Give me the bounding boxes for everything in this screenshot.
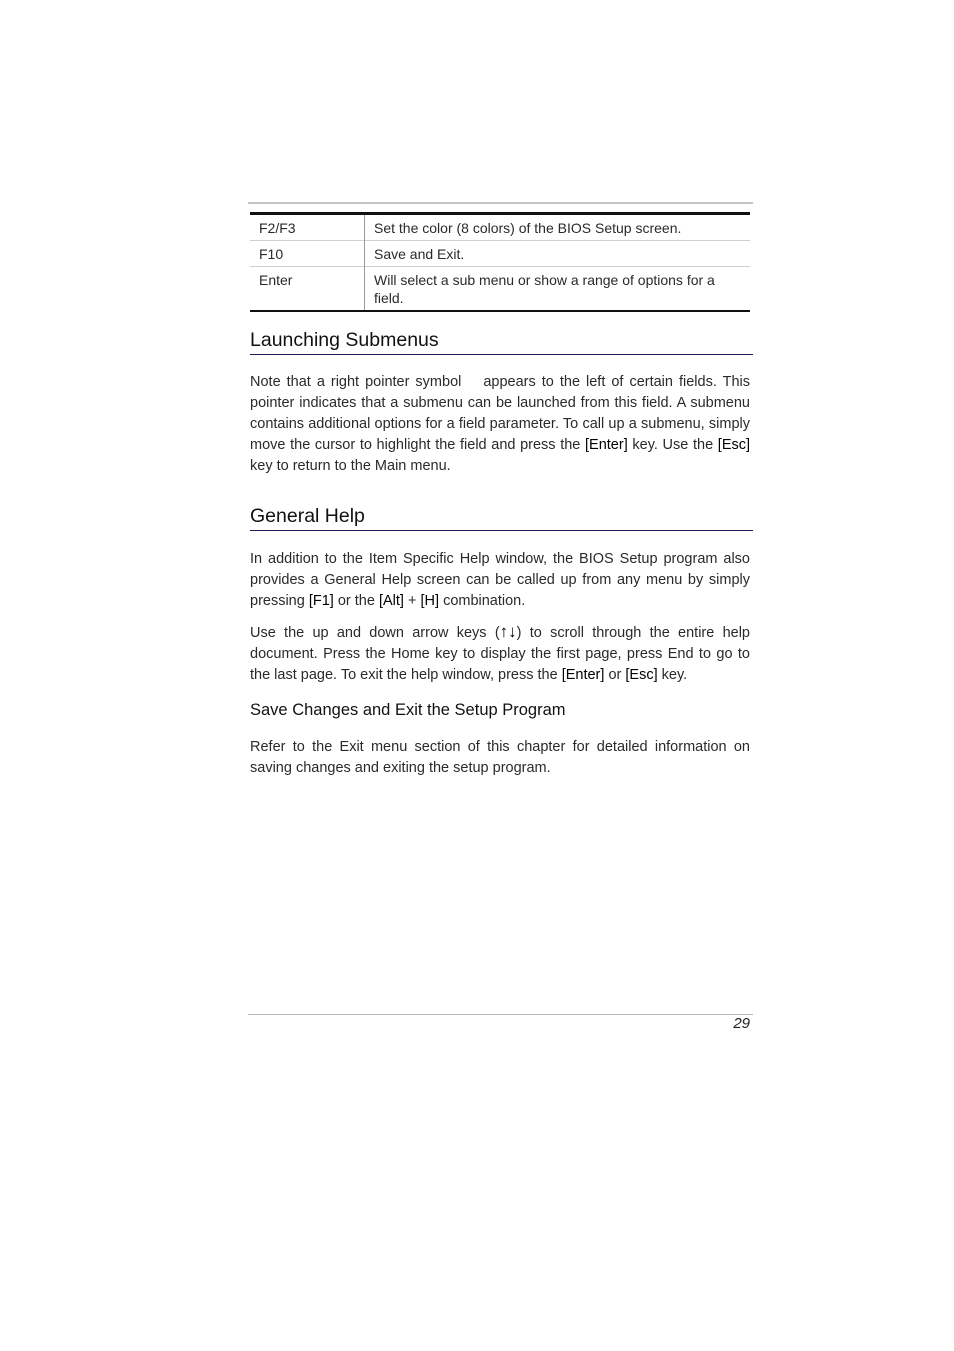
table-row (250, 267, 750, 312)
general-help-heading: General Help (250, 504, 753, 531)
up-down-arrow-icon: ↑↓ (499, 622, 517, 641)
table-row (250, 241, 750, 267)
plus-sign: + (408, 593, 417, 609)
key-table (250, 212, 750, 312)
key-cell: Enter (250, 267, 365, 312)
paragraph-text: key. Use the (632, 437, 714, 453)
paragraph-text: In addition to the Item Specific Help window, the BIOS Setup program also provides a General Help screen can be called up from any menu by simply pressing (250, 551, 750, 609)
key-cell: F10 (250, 241, 365, 267)
paragraph-text: ) to scroll through the entire help document. Press the Home key to display the first page, press End to go to the last page. To exit the help window, press the (250, 625, 750, 683)
enter-key-ref: [Enter] (585, 437, 628, 453)
save-changes-heading: Save Changes and Exit the Setup Program (250, 701, 566, 719)
key-cell: F2/F3 (250, 214, 365, 241)
paragraph-text: or the (337, 593, 375, 609)
table-row (250, 214, 750, 241)
h-key-ref: [H] (420, 593, 440, 609)
description-cell: Save and Exit. (365, 241, 751, 267)
paragraph-text: key. (661, 667, 688, 683)
header-rule (248, 202, 753, 204)
paragraph-text: Note that a right pointer symbol (250, 374, 462, 390)
esc-key-ref: [Esc] (625, 667, 658, 683)
general-help-paragraph-1 (250, 549, 750, 612)
paragraph-text: key to return to the Main menu. (250, 458, 451, 474)
save-changes-paragraph: Refer to the Exit menu section of this chapter for detailed information on saving changes and exiting the setup program. (250, 739, 750, 776)
alt-key-ref: [Alt] (378, 593, 404, 609)
f1-key-ref: [F1] (308, 593, 334, 609)
paragraph-text: appears to the left of certain fields. This pointer indicates that a submenu can be launched from this field. A submenu contains additional options for a field parameter. To call up a submenu, simply move the cursor to highlight the field and press the (250, 374, 750, 453)
paragraph-text: Use the up and down arrow keys ( (250, 625, 500, 641)
enter-key-ref: [Enter] (561, 667, 605, 683)
footer-rule (248, 1014, 753, 1015)
paragraph-text: combination. (443, 593, 526, 609)
launching-submenus-paragraph (250, 372, 750, 477)
esc-key-ref: [Esc] (717, 437, 751, 453)
description-cell: Will select a sub menu or show a range of options for a field. (365, 267, 751, 312)
paragraph-text: or (608, 667, 622, 683)
launching-submenus-heading: Launching Submenus (250, 328, 753, 355)
general-help-paragraph-2 (250, 621, 750, 686)
page-number: 29 (733, 1015, 750, 1032)
description-cell: Set the color (8 colors) of the BIOS Setup screen. (374, 220, 682, 236)
